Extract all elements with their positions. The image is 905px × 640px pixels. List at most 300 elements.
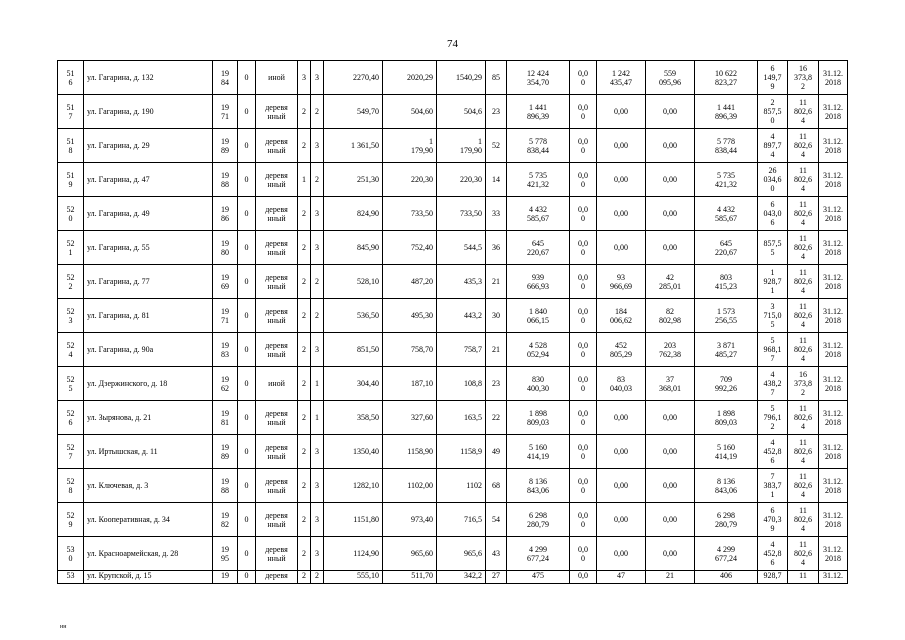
cell-fund-2: 203 762,38	[646, 333, 695, 367]
cell-fund-2: 0,00	[646, 469, 695, 503]
cell-total-area: 358,50	[324, 401, 383, 435]
cell-specific-cost: 4 452,8 6	[758, 537, 788, 571]
cell-build-year: 19 84	[213, 61, 238, 95]
cell-fund-2: 0,00	[646, 231, 695, 265]
cell-rate: 0,0	[570, 571, 597, 584]
cell-build-year: 19 69	[213, 265, 238, 299]
cell-rate: 0,0 0	[570, 129, 597, 163]
table-row	[58, 571, 848, 584]
cell-wall-material: деревя нный	[256, 129, 298, 163]
table-row	[58, 61, 848, 95]
cell-total-cost: 645 220,67	[507, 231, 570, 265]
cell-zero-value: 0	[238, 197, 256, 231]
cell-fund-1: 1 242 435,47	[597, 61, 646, 95]
cell-total-cost: 4 432 585,67	[507, 197, 570, 231]
cell-rate: 0,0 0	[570, 95, 597, 129]
cell-living-area: 187,10	[383, 367, 437, 401]
cell-fund-2: 37 368,01	[646, 367, 695, 401]
cell-max-cost: 11 802,6 4	[788, 231, 819, 265]
cell-deadline: 31.12. 2018	[819, 435, 848, 469]
cell-wall-material: деревя нный	[256, 197, 298, 231]
cell-address: ул. Кооперативная, д. 34	[84, 503, 213, 537]
cell-living-area: 758,70	[383, 333, 437, 367]
cell-specific-cost: 7 383,7 1	[758, 469, 788, 503]
cell-address: ул. Иртышская, д. 11	[84, 435, 213, 469]
cell-living-area: 327,60	[383, 401, 437, 435]
cell-fund-2: 0,00	[646, 401, 695, 435]
cell-rate: 0,0 0	[570, 333, 597, 367]
cell-build-year: 19 88	[213, 469, 238, 503]
cell-max-cost: 16 373,8 2	[788, 367, 819, 401]
cell-row-number: 52 7	[58, 435, 84, 469]
cell-row-number: 53 0	[58, 537, 84, 571]
cell-fund-1: 0,00	[597, 129, 646, 163]
cell-deadline: 31.12. 2018	[819, 163, 848, 197]
cell-total-cost: 5 735 421,32	[507, 163, 570, 197]
cell-deadline: 31.12. 2018	[819, 231, 848, 265]
cell-address: ул. Крупской, д. 15	[84, 571, 213, 584]
cell-rate: 0,0 0	[570, 435, 597, 469]
cell-fund-3: 645 220,67	[695, 231, 758, 265]
cell-fund-3: 4 299 677,24	[695, 537, 758, 571]
cell-fund-1: 93 966,69	[597, 265, 646, 299]
cell-entrances: 3	[311, 231, 324, 265]
cell-deadline: 31.12. 2018	[819, 537, 848, 571]
cell-wall-material: деревя	[256, 571, 298, 584]
cell-total-area: 851,50	[324, 333, 383, 367]
cell-wall-material: деревя нный	[256, 163, 298, 197]
cell-living-area: 1 179,90	[383, 129, 437, 163]
cell-max-cost: 11 802,6 4	[788, 503, 819, 537]
cell-total-area: 1124,90	[324, 537, 383, 571]
table-row	[58, 231, 848, 265]
cell-address: ул. Гагарина, д. 77	[84, 265, 213, 299]
table-row	[58, 367, 848, 401]
cell-residents: 33	[486, 197, 507, 231]
cell-fund-1: 0,00	[597, 503, 646, 537]
cell-fund-2: 21	[646, 571, 695, 584]
cell-specific-cost: 5 796,1 2	[758, 401, 788, 435]
cell-wall-material: деревя нный	[256, 299, 298, 333]
cell-wall-material: деревя нный	[256, 95, 298, 129]
cell-total-area: 251,30	[324, 163, 383, 197]
cell-address: ул. Зырянова, д. 21	[84, 401, 213, 435]
cell-total-area: 1 361,50	[324, 129, 383, 163]
cell-zero-value: 0	[238, 129, 256, 163]
cell-entrances: 3	[311, 469, 324, 503]
cell-max-cost: 11 802,6 4	[788, 95, 819, 129]
cell-specific-cost: 5 968,1 7	[758, 333, 788, 367]
cell-address: ул. Гагарина, д. 81	[84, 299, 213, 333]
cell-max-cost: 11 802,6 4	[788, 265, 819, 299]
cell-floors: 2	[298, 571, 311, 584]
cell-max-cost: 11 802,6 4	[788, 163, 819, 197]
cell-floors: 2	[298, 95, 311, 129]
cell-residents: 30	[486, 299, 507, 333]
cell-max-cost: 11 802,6 4	[788, 197, 819, 231]
cell-specific-cost: 928,7	[758, 571, 788, 584]
cell-wall-material: иной	[256, 61, 298, 95]
cell-zero-value: 0	[238, 231, 256, 265]
cell-total-cost: 8 136 843,06	[507, 469, 570, 503]
cell-build-year: 19 88	[213, 163, 238, 197]
table-row	[58, 401, 848, 435]
cell-fund-1: 83 040,03	[597, 367, 646, 401]
cell-entrances: 1	[311, 367, 324, 401]
cell-residential-area: 965,6	[437, 537, 486, 571]
cell-fund-1: 0,00	[597, 163, 646, 197]
cell-max-cost: 11 802,6 4	[788, 537, 819, 571]
cell-total-cost: 12 424 354,70	[507, 61, 570, 95]
cell-wall-material: деревя нный	[256, 503, 298, 537]
cell-row-number: 52 5	[58, 367, 84, 401]
cell-floors: 2	[298, 129, 311, 163]
cell-specific-cost: 4 452,8 6	[758, 435, 788, 469]
cell-specific-cost: 26 034,6 0	[758, 163, 788, 197]
cell-fund-3: 5 778 838,44	[695, 129, 758, 163]
cell-row-number: 52 1	[58, 231, 84, 265]
cell-build-year: 19 71	[213, 95, 238, 129]
cell-rate: 0,0 0	[570, 503, 597, 537]
cell-entrances: 2	[311, 163, 324, 197]
cell-specific-cost: 6 043,0 6	[758, 197, 788, 231]
cell-entrances: 3	[311, 503, 324, 537]
cell-max-cost: 11 802,6 4	[788, 401, 819, 435]
cell-row-number: 52 4	[58, 333, 84, 367]
cell-zero-value: 0	[238, 367, 256, 401]
cell-floors: 2	[298, 265, 311, 299]
cell-address: ул. Ключевая, д. 3	[84, 469, 213, 503]
cell-total-area: 555,10	[324, 571, 383, 584]
cell-entrances: 2	[311, 265, 324, 299]
cell-fund-2: 0,00	[646, 163, 695, 197]
page-number: 74	[447, 38, 458, 50]
cell-residents: 23	[486, 367, 507, 401]
cell-zero-value: 0	[238, 469, 256, 503]
cell-total-area: 1151,80	[324, 503, 383, 537]
cell-residents: 85	[486, 61, 507, 95]
cell-rate: 0,0 0	[570, 231, 597, 265]
cell-rate: 0,0 0	[570, 401, 597, 435]
table-row	[58, 469, 848, 503]
cell-max-cost: 11 802,6 4	[788, 333, 819, 367]
table-row	[58, 503, 848, 537]
cell-deadline: 31.12. 2018	[819, 367, 848, 401]
cell-residents: 21	[486, 333, 507, 367]
cell-residential-area: 1158,9	[437, 435, 486, 469]
cell-row-number: 51 9	[58, 163, 84, 197]
cell-deadline: 31.12. 2018	[819, 265, 848, 299]
cell-rate: 0,0 0	[570, 265, 597, 299]
cell-row-number: 52 0	[58, 197, 84, 231]
cell-living-area: 752,40	[383, 231, 437, 265]
cell-entrances: 3	[311, 435, 324, 469]
cell-living-area: 1102,00	[383, 469, 437, 503]
cell-residents: 21	[486, 265, 507, 299]
cell-wall-material: деревя нный	[256, 231, 298, 265]
cell-row-number: 52 6	[58, 401, 84, 435]
cell-fund-1: 184 006,62	[597, 299, 646, 333]
cell-residents: 52	[486, 129, 507, 163]
cell-specific-cost: 2 857,5 0	[758, 95, 788, 129]
cell-fund-1: 452 805,29	[597, 333, 646, 367]
cell-residents: 36	[486, 231, 507, 265]
cell-row-number: 53	[58, 571, 84, 584]
cell-total-area: 2270,40	[324, 61, 383, 95]
cell-row-number: 52 3	[58, 299, 84, 333]
cell-total-area: 1350,40	[324, 435, 383, 469]
cell-residential-area: 443,2	[437, 299, 486, 333]
cell-total-cost: 475	[507, 571, 570, 584]
cell-residents: 27	[486, 571, 507, 584]
cell-deadline: 31.12. 2018	[819, 197, 848, 231]
cell-total-cost: 1 840 066,15	[507, 299, 570, 333]
cell-living-area: 220,30	[383, 163, 437, 197]
cell-total-cost: 830 400,30	[507, 367, 570, 401]
cell-residential-area: 435,3	[437, 265, 486, 299]
cell-floors: 2	[298, 435, 311, 469]
cell-total-area: 824,90	[324, 197, 383, 231]
cell-max-cost: 11 802,6 4	[788, 129, 819, 163]
cell-residential-area: 1540,29	[437, 61, 486, 95]
cell-living-area: 504,60	[383, 95, 437, 129]
cell-floors: 2	[298, 299, 311, 333]
cell-deadline: 31.12. 2018	[819, 61, 848, 95]
cell-total-area: 1282,10	[324, 469, 383, 503]
cell-rate: 0,0 0	[570, 537, 597, 571]
cell-deadline: 31.12. 2018	[819, 129, 848, 163]
cell-fund-2: 82 802,98	[646, 299, 695, 333]
cell-entrances: 3	[311, 537, 324, 571]
cell-floors: 2	[298, 231, 311, 265]
cell-residential-area: 163,5	[437, 401, 486, 435]
cell-rate: 0,0 0	[570, 163, 597, 197]
footer-mark: нн	[60, 624, 67, 630]
cell-row-number: 51 7	[58, 95, 84, 129]
cell-address: ул. Гагарина, д. 47	[84, 163, 213, 197]
table-row	[58, 299, 848, 333]
cell-zero-value: 0	[238, 61, 256, 95]
cell-zero-value: 0	[238, 401, 256, 435]
cell-deadline: 31.12. 2018	[819, 401, 848, 435]
table-row	[58, 95, 848, 129]
cell-total-area: 536,50	[324, 299, 383, 333]
cell-specific-cost: 4 897,7 4	[758, 129, 788, 163]
cell-build-year: 19 71	[213, 299, 238, 333]
cell-wall-material: деревя нный	[256, 469, 298, 503]
cell-fund-2: 42 285,01	[646, 265, 695, 299]
cell-deadline: 31.12. 2018	[819, 95, 848, 129]
cell-residents: 68	[486, 469, 507, 503]
cell-total-cost: 4 528 052,94	[507, 333, 570, 367]
cell-fund-1: 0,00	[597, 231, 646, 265]
cell-build-year: 19 81	[213, 401, 238, 435]
cell-max-cost: 16 373,8 2	[788, 61, 819, 95]
cell-fund-3: 1 898 809,03	[695, 401, 758, 435]
cell-address: ул. Гагарина, д. 90а	[84, 333, 213, 367]
cell-fund-3: 803 415,23	[695, 265, 758, 299]
cell-wall-material: деревя нный	[256, 265, 298, 299]
cell-total-cost: 1 898 809,03	[507, 401, 570, 435]
cell-rate: 0,0 0	[570, 61, 597, 95]
cell-rate: 0,0 0	[570, 197, 597, 231]
cell-build-year: 19	[213, 571, 238, 584]
cell-fund-3: 8 136 843,06	[695, 469, 758, 503]
cell-row-number: 51 6	[58, 61, 84, 95]
cell-living-area: 965,60	[383, 537, 437, 571]
cell-floors: 1	[298, 163, 311, 197]
cell-address: ул. Гагарина, д. 49	[84, 197, 213, 231]
cell-address: ул. Гагарина, д. 55	[84, 231, 213, 265]
cell-residents: 23	[486, 95, 507, 129]
cell-fund-1: 0,00	[597, 95, 646, 129]
cell-rate: 0,0 0	[570, 299, 597, 333]
cell-build-year: 19 82	[213, 503, 238, 537]
cell-living-area: 495,30	[383, 299, 437, 333]
cell-fund-1: 0,00	[597, 537, 646, 571]
cell-fund-3: 10 622 823,27	[695, 61, 758, 95]
cell-fund-2: 559 095,96	[646, 61, 695, 95]
cell-deadline: 31.12. 2018	[819, 469, 848, 503]
cell-entrances: 3	[311, 197, 324, 231]
cell-residential-area: 1102	[437, 469, 486, 503]
cell-zero-value: 0	[238, 333, 256, 367]
cell-specific-cost: 4 438,2 7	[758, 367, 788, 401]
cell-fund-2: 0,00	[646, 129, 695, 163]
cell-build-year: 19 89	[213, 129, 238, 163]
cell-specific-cost: 6 470,3 9	[758, 503, 788, 537]
cell-row-number: 52 9	[58, 503, 84, 537]
cell-max-cost: 11 802,6 4	[788, 469, 819, 503]
cell-residential-area: 716,5	[437, 503, 486, 537]
cell-living-area: 973,40	[383, 503, 437, 537]
cell-entrances: 3	[311, 129, 324, 163]
cell-build-year: 19 95	[213, 537, 238, 571]
cell-max-cost: 11 802,6 4	[788, 435, 819, 469]
table-row	[58, 537, 848, 571]
cell-residential-area: 504,6	[437, 95, 486, 129]
cell-residents: 54	[486, 503, 507, 537]
cell-zero-value: 0	[238, 435, 256, 469]
cell-fund-1: 0,00	[597, 401, 646, 435]
cell-entrances: 2	[311, 95, 324, 129]
cell-entrances: 1	[311, 401, 324, 435]
cell-wall-material: деревя нный	[256, 333, 298, 367]
cell-specific-cost: 1 928,7 1	[758, 265, 788, 299]
cell-living-area: 1158,90	[383, 435, 437, 469]
cell-total-cost: 939 666,93	[507, 265, 570, 299]
cell-row-number: 52 8	[58, 469, 84, 503]
cell-floors: 2	[298, 367, 311, 401]
cell-residential-area: 544,5	[437, 231, 486, 265]
cell-living-area: 487,20	[383, 265, 437, 299]
cell-zero-value: 0	[238, 163, 256, 197]
cell-address: ул. Гагарина, д. 132	[84, 61, 213, 95]
cell-fund-2: 0,00	[646, 435, 695, 469]
cell-fund-3: 406	[695, 571, 758, 584]
cell-wall-material: деревя нный	[256, 435, 298, 469]
cell-fund-3: 1 573 256,55	[695, 299, 758, 333]
cell-fund-1: 0,00	[597, 469, 646, 503]
cell-build-year: 19 62	[213, 367, 238, 401]
cell-fund-1: 47	[597, 571, 646, 584]
cell-total-area: 528,10	[324, 265, 383, 299]
cell-fund-2: 0,00	[646, 537, 695, 571]
cell-specific-cost: 857,5 5	[758, 231, 788, 265]
cell-residents: 43	[486, 537, 507, 571]
cell-total-area: 304,40	[324, 367, 383, 401]
cell-max-cost: 11	[788, 571, 819, 584]
cell-build-year: 19 83	[213, 333, 238, 367]
cell-residential-area: 1 179,90	[437, 129, 486, 163]
cell-deadline: 31.12. 2018	[819, 503, 848, 537]
table-row	[58, 197, 848, 231]
cell-living-area: 511,70	[383, 571, 437, 584]
cell-specific-cost: 3 715,0 5	[758, 299, 788, 333]
table-row	[58, 265, 848, 299]
cell-build-year: 19 80	[213, 231, 238, 265]
cell-deadline: 31.12.	[819, 571, 848, 584]
cell-residents: 22	[486, 401, 507, 435]
table-row	[58, 129, 848, 163]
cell-address: ул. Красноармейская, д. 28	[84, 537, 213, 571]
cell-fund-3: 5 735 421,32	[695, 163, 758, 197]
cell-zero-value: 0	[238, 299, 256, 333]
cell-residential-area: 220,30	[437, 163, 486, 197]
cell-zero-value: 0	[238, 265, 256, 299]
cell-fund-2: 0,00	[646, 197, 695, 231]
table-row	[58, 333, 848, 367]
cell-fund-3: 4 432 585,67	[695, 197, 758, 231]
cell-floors: 2	[298, 333, 311, 367]
cell-zero-value: 0	[238, 537, 256, 571]
cell-row-number: 51 8	[58, 129, 84, 163]
cell-fund-2: 0,00	[646, 503, 695, 537]
cell-build-year: 19 89	[213, 435, 238, 469]
cell-entrances: 3	[311, 61, 324, 95]
cell-address: ул. Гагарина, д. 190	[84, 95, 213, 129]
table-row	[58, 435, 848, 469]
cell-floors: 2	[298, 503, 311, 537]
cell-build-year: 19 86	[213, 197, 238, 231]
cell-living-area: 2020,29	[383, 61, 437, 95]
cell-wall-material: деревя нный	[256, 537, 298, 571]
cell-total-cost: 5 160 414,19	[507, 435, 570, 469]
cell-zero-value: 0	[238, 571, 256, 584]
cell-residential-area: 108,8	[437, 367, 486, 401]
cell-floors: 2	[298, 537, 311, 571]
cell-fund-2: 0,00	[646, 95, 695, 129]
cell-deadline: 31.12. 2018	[819, 299, 848, 333]
cell-entrances: 2	[311, 299, 324, 333]
cell-fund-3: 3 871 485,27	[695, 333, 758, 367]
cell-address: ул. Гагарина, д. 29	[84, 129, 213, 163]
table-row	[58, 163, 848, 197]
cell-total-cost: 6 298 280,79	[507, 503, 570, 537]
cell-living-area: 733,50	[383, 197, 437, 231]
cell-wall-material: иной	[256, 367, 298, 401]
cell-total-area: 845,90	[324, 231, 383, 265]
cell-rate: 0,0 0	[570, 469, 597, 503]
cell-zero-value: 0	[238, 95, 256, 129]
cell-max-cost: 11 802,6 4	[788, 299, 819, 333]
cell-floors: 2	[298, 469, 311, 503]
cell-residents: 14	[486, 163, 507, 197]
cell-residential-area: 758,7	[437, 333, 486, 367]
cell-wall-material: деревя нный	[256, 401, 298, 435]
cell-floors: 2	[298, 401, 311, 435]
cell-total-area: 549,70	[324, 95, 383, 129]
